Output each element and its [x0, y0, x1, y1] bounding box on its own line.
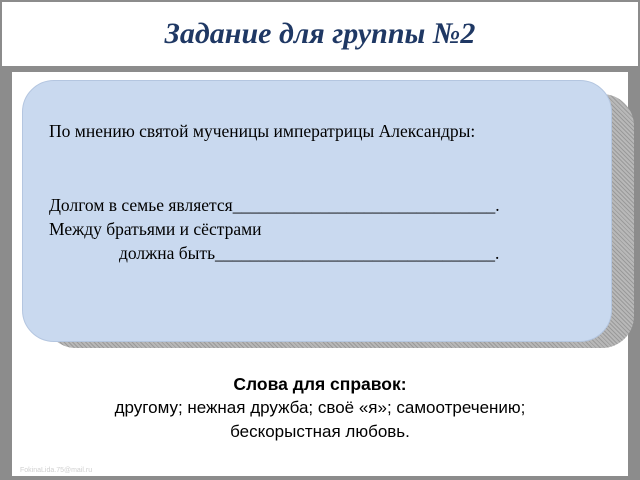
card-intro-text: По мнению святой мученицы императрицы Александры:	[49, 121, 476, 141]
reference-words	[12, 372, 628, 444]
card-siblings-text: Между братьями и сёстрами	[49, 219, 262, 239]
reference-heading: Слова для справок:	[233, 374, 407, 394]
task-card	[22, 80, 612, 342]
footer-email: FokinaLida.75@mail.ru	[20, 467, 93, 474]
slide-title: Задание для группы №2	[164, 17, 476, 50]
reference-words-line-2: бескорыстная любовь.	[230, 422, 410, 441]
card-fill-line-should: должна быть________________________________.	[119, 243, 500, 263]
reference-words-line-1: другому; нежная дружба; своё «я»; самоотречению;	[114, 398, 526, 417]
card-fill-line-duty: Долгом в семье является______________________________.	[49, 195, 500, 215]
slide-content-area	[12, 72, 628, 476]
slide-title-bar	[2, 2, 638, 66]
